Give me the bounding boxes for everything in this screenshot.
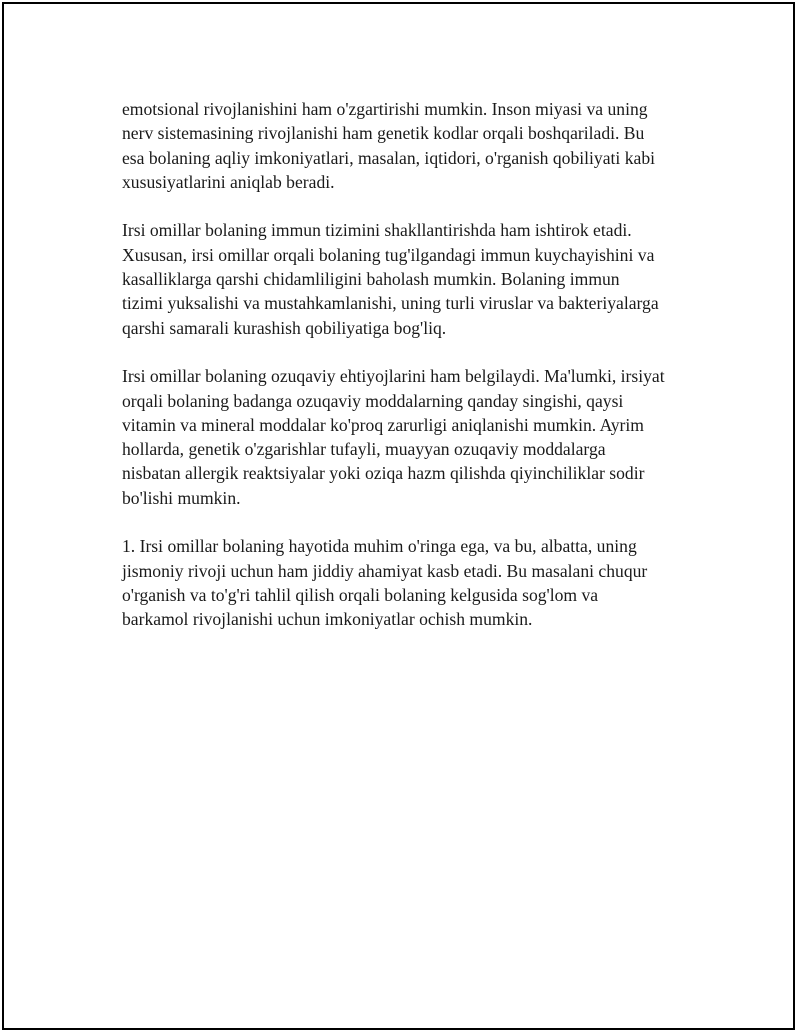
paragraph-conclusion: 1. Irsi omillar bolaning hayotida muhim o'ringa ega, va bu, albatta, uning jismoniy rivoji uchun ham jiddiy ahamiyat kasb etadi. Bu masalani chuqur o'rganish va to'g'ri tahlil qilish orqali bolaning kelgusida sog'lom va barkamol rivojlanishi uchun imkoniyatlar ochish mumkin.	[122, 536, 648, 630]
paragraph-immune-system: Irsi omillar bolaning immun tizimini shakllantirishda ham ishtirok etadi. Xususan, irsi omillar orqali bolaning tug'ilgandagi immun kuychayishini va kasalliklarga qarshi chidamliligini baholash mumkin. Bolaning immun tizimi yuksalishi va mustahkamlanishi, uning turli viruslar va bakteriyalarga qarshi samarali kurashish qobiliyatiga bog'liq.	[122, 220, 659, 338]
document-body	[122, 97, 697, 656]
paragraph-emotional-development: emotsional rivojlanishini ham o'zgartirishi mumkin. Inson miyasi va uning nerv sistemasining rivojlanishi ham genetik kodlar orqali boshqariladi. Bu esa bolaning aqliy imkoniyatlari, masalan, iqtidori, o'rganish qobiliyati kabi xususiyatlarini aniqlab beradi.	[122, 99, 656, 192]
paragraph-nutritional-needs: Irsi omillar bolaning ozuqaviy ehtiyojlarini ham belgilaydi. Ma'lumki, irsiyat orqali bolaning badanga ozuqaviy moddalarning qanday singishi, qaysi vitamin va mineral moddalar ko'proq zarurligi aniqlanishi mumkin. Ayrim hollarda, genetik o'zgarishlar tufayli, muayyan ozuqaviy moddalarga nisbatan allergik reaktsiyalar yoki oziqa hazm qilishda qiyinchiliklar sodir bo'lishi mumkin.	[122, 366, 665, 508]
page-frame	[2, 2, 795, 1030]
